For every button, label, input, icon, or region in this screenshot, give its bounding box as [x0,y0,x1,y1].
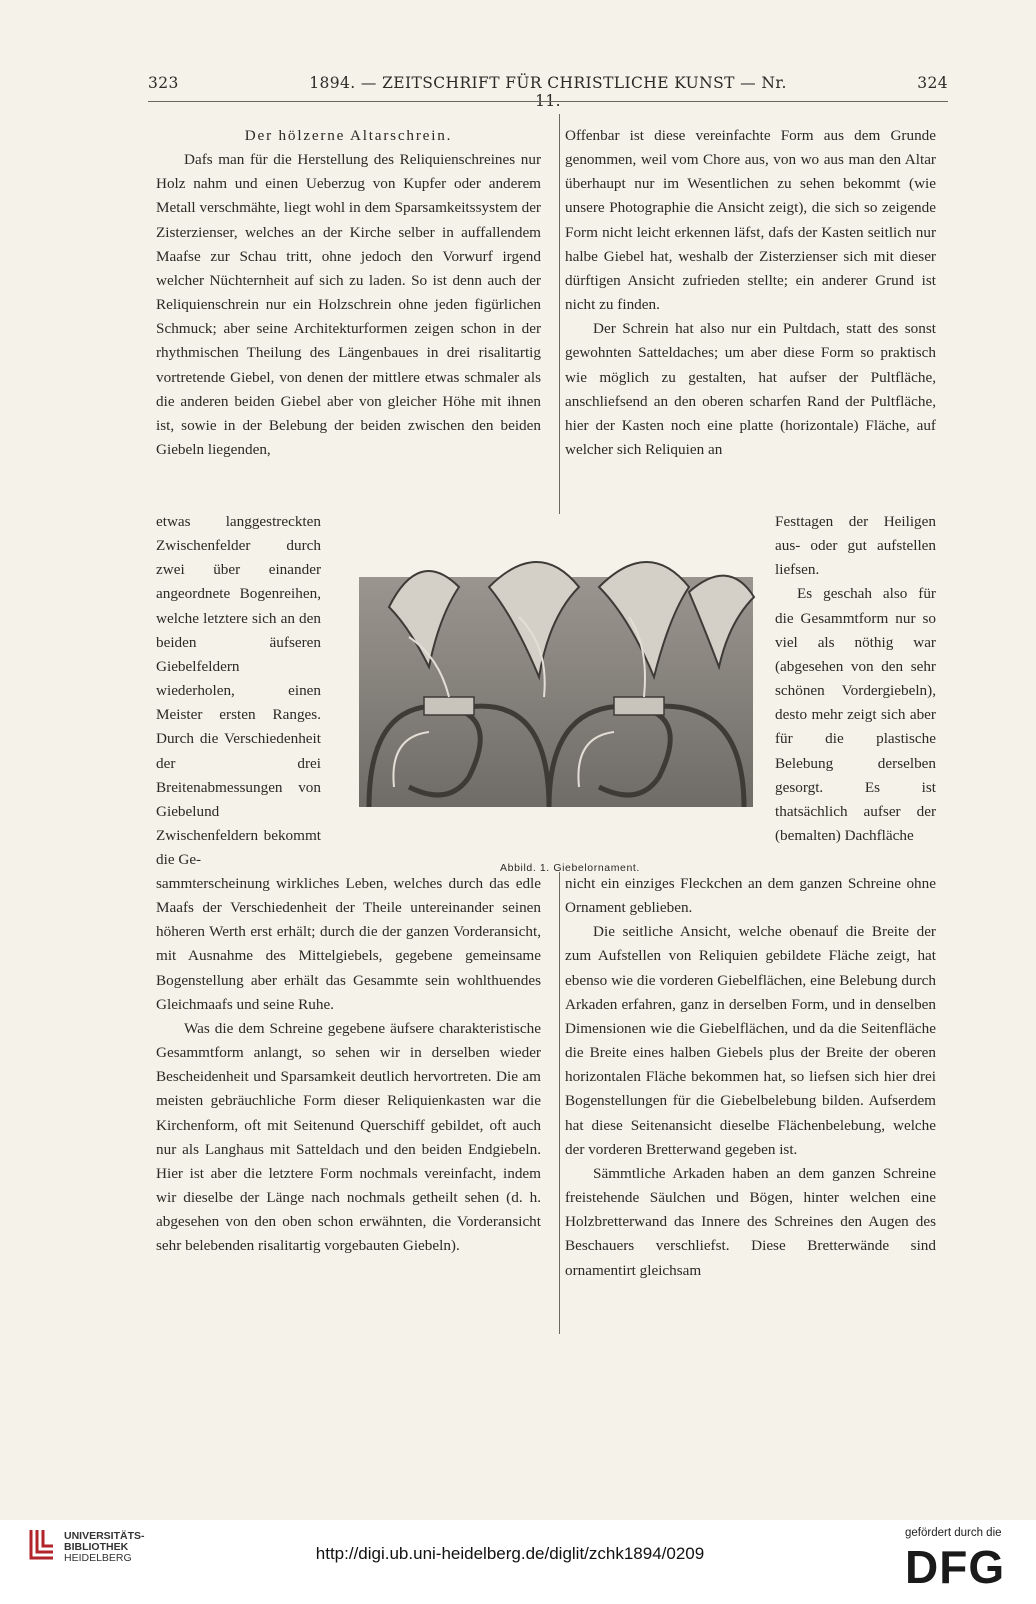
gable-ornament-image [349,547,763,835]
page-number-right: 324 [917,74,948,92]
right-column-bottom [565,872,936,1283]
library-line-3: HEIDELBERG [64,1552,132,1564]
paragraph: Die seitliche Ansicht, welche obenauf die Breite der zum Aufstellen von Reliquien gebildete Fläche zeigt, hat ebenso wie die vorderen Giebelflächen, eine Belebung durch Arkaden erfahren, ganz in derselben Form, und in denselben Dimensionen wie die Giebelflächen, und da die Seitenfläche die Breite eines halben Giebels plus der Breite der oberen horizontalen Fläche bekommen hat, so liefsen sich hier drei Bogenstellungen für die Giebelbelebung bilden. Aufserdem hat diese Seitenansicht dieselbe Flächenbelebung, welche der vorderen Bretterwand gegeben ist. [565,923,936,1158]
journal-title: 1894. — ZEITSCHRIFT FÜR CHRISTLICHE KUNST — Nr. 11. [309,74,787,110]
paragraph: Offenbar ist diese vereinfachte Form aus dem Grunde genommen, weil vom Chore aus, von wo aus man den Altar überhaupt nur im Wesentlichen zu sehen bekommt (wie unsere Photographie die Ansicht zeigt), die sich so zeigende Form nicht leicht erkennen läfst, dafs der Kasten seitlich nur halbe Giebel hat, weshalb der Zisterzienser sich mit dieser dürftigen Ansicht zufrieden stellte; ein anderer Grund ist nicht zu finden. [565,127,936,314]
right-column-narrow [775,510,936,848]
column-divider-top [559,114,560,514]
paragraph: sammterscheinung wirkliches Leben, welches durch das edle Maafs der Verschiedenheit der Theile untereinander seinen höheren Werth erst erhält; durch die der ganzen Vorderansicht, mit Ausnahme des Mittelgiebels, gegebene gemeinsame Bogenstellung aber erhält das Gesammte sein wohlthuendes Gleichmaafs und seine Ruhe. [156,875,541,1013]
paragraph: nicht ein einziges Fleckchen an dem ganzen Schreine ohne Ornament geblieben. [565,875,936,917]
paragraph: etwas langgestreckten Zwischenfelder durch zwei über einander angeordnete Bogenreihen, welche letztere sich an den beiden äufseren Giebelfeldern wiederholen, einen Meister ersten Ranges. Durch die Verschiedenheit der drei Breitenabmessungen von Giebelund Zwischenfeldern bekommt die Ge- [156,513,321,869]
section-title: Der hölzerne Altarschrein. [244,127,453,144]
ornament-figure [349,547,763,835]
left-column-top [156,124,541,462]
paragraph: Festtagen der Heiligen aus- oder gut aufstellen liefsen. [775,513,936,579]
running-header [148,74,948,110]
column-divider-bottom [559,872,560,1334]
library-logo-icon [27,1528,57,1562]
paragraph: Dafs man für die Herstellung des Reliquienschreines nur Holz nahm und einen Ueberzug von Kupfer oder anderem Metall verschmähte, liegt wohl in dem Sparsamkeitssystem der Zisterzienser, welches an der Kirche selber in auffallendem Maafse zur Schau tritt, ohne jedoch den Vorwurf irgend welcher Nüchternheit auf sich zu laden. So ist denn auch der Reliquienschrein nur ein Holzschrein ohne jeden figürlichen Schmuck; aber seine Architekturformen zeigen schon in der rhythmischen Theilung des Längenbaues in drei risalitartig vortretende Giebel, von denen der mittlere etwas schmaler als die anderen beiden Giebel aber von gleicher Höhe mit ihnen ist, sowie in der Belebung der beiden zwischen den beiden Giebeln liegenden, [156,151,541,459]
figure-caption: Abbild. 1. Giebelornament. [500,862,640,874]
paragraph: Sämmtliche Arkaden haben an dem ganzen Schreine freistehende Säulchen und Bögen, hinter welchen eine Holzbretterwand das Innere des Schreines den Augen des Beschauers verschliefst. Diese Bretterwände sind ornamentirt gleichsam [565,1164,936,1279]
right-column-top [565,124,936,462]
left-column-narrow [156,510,321,872]
library-line-2: BIBLIOTHEK [64,1541,129,1553]
left-column-bottom [156,872,541,1259]
header-rule [148,101,948,102]
paragraph: Was die dem Schreine gegebene äufsere charakteristische Gesammtform anlangt, so sehen wir in derselben wieder Bescheidenheit und Sparsamkeit deutlich hervortreten. Die am meisten gebräuchliche Form dieser Reliquienkasten war die Kirchenform, oft mit Seitenund Querschiff gebildet, oft auch nur als Langhaus mit Satteldach und den beiden Endgiebeln. Hier ist aber die letztere Form nochmals vereinfacht, indem wir dieselbe der Länge nach nochmals getheilt sehen (d. h. abgesehen von den oben schon erwähnten, die Vorderansicht sehr belebenden risalitartig vorgebauten Giebeln). [156,1019,541,1255]
paragraph: Es geschah also für die Gesammtform nur so viel als nöthig war (abgesehen von den sehr schönen Vordergiebeln), desto mehr zeigt sich aber für die plastische Belebung derselben gesorgt. Es ist thatsächlich aufser der (bemalten) Dachfläche [775,585,936,845]
page-number-left: 323 [148,74,179,92]
dfg-logo: DFG [905,1541,1006,1593]
library-name [64,1531,145,1564]
source-url[interactable]: http://digi.ub.uni-heidelberg.de/diglit/zchk1894/0209 [315,1544,705,1563]
funding-note: gefördert durch die [905,1527,1002,1539]
library-line-1: UNIVERSITÄTS- [64,1530,145,1542]
paragraph: Der Schrein hat also nur ein Pultdach, statt des sonst gewohnten Satteldaches; um aber diese Form so praktisch wie möglich zu gestalten, hat aufser der Pultfläche, anschliefsend an den oberen scharfen Rand der Pultfläche, hier der Kasten noch eine platte (horizontale) Fläche, auf welcher sich Reliquien an [565,320,936,459]
